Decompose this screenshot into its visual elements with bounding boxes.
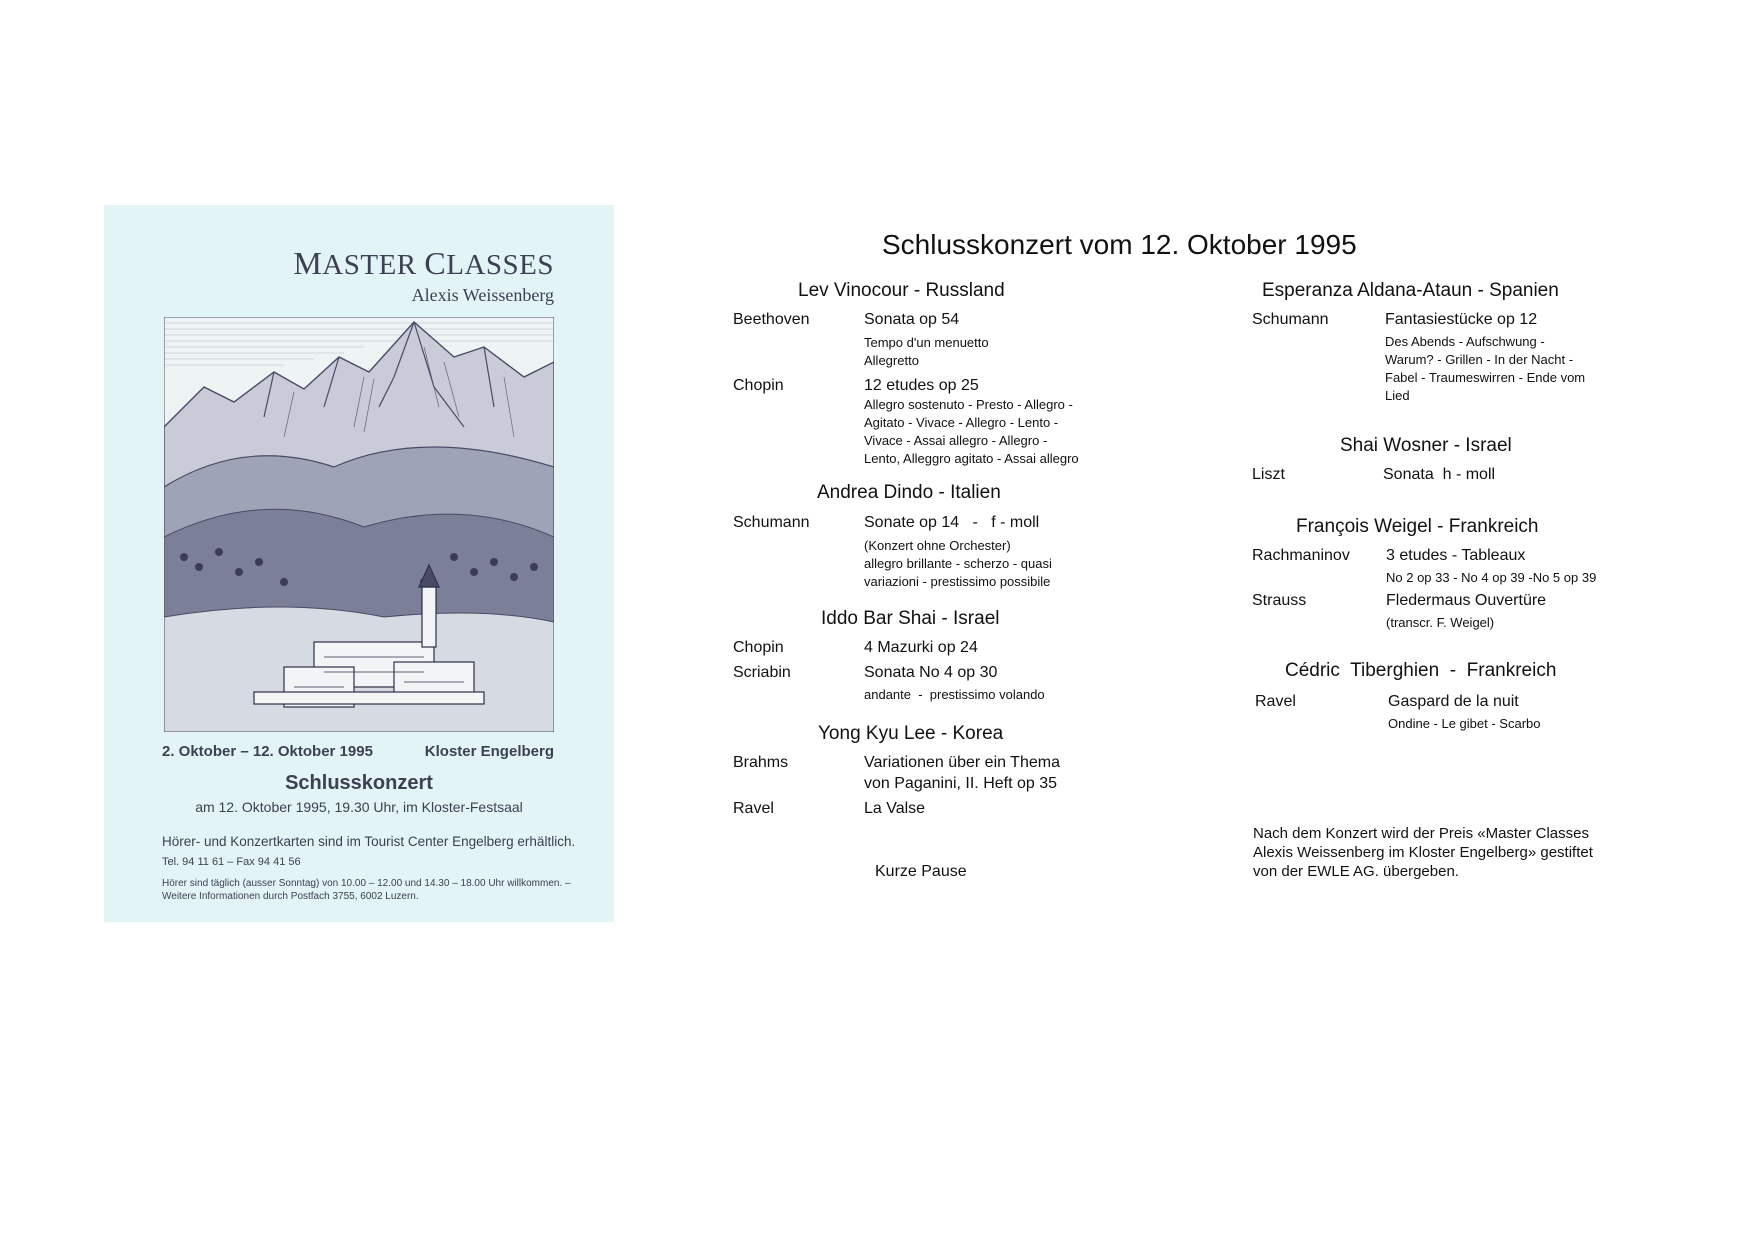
title-rest-aster: ASTER (322, 249, 425, 281)
work-title: La Valse (864, 800, 926, 817)
prize-note-line: Alexis Weissenberg im Kloster Engelberg» gestiftet (1253, 844, 1593, 861)
movement: Agitato - Vivace - Allegro - Lento - (864, 415, 1059, 430)
composer: Ravel (733, 800, 774, 817)
poster-event-time: am 12. Oktober 1995, 19.30 Uhr, im Kloster-Festsaal (195, 799, 523, 815)
movements (864, 537, 1052, 591)
composer: Ravel (1255, 693, 1296, 710)
work-title: Fledermaus Ouvertüre (1386, 592, 1547, 609)
movements (864, 396, 1079, 468)
performer-name: Yong Kyu Lee - Korea (818, 723, 1004, 744)
movement: allegro brillante - scherzo - quasi (864, 556, 1052, 571)
movement: Allegro sostenuto - Presto - Allegro - (864, 397, 1073, 412)
movement: No 2 op 33 - No 4 op 39 -No 5 op 39 (1386, 570, 1597, 585)
composer: Beethoven (733, 311, 810, 328)
movement: Fabel - Traumeswirren - Ende vom (1385, 370, 1586, 385)
movement: Lento, Alleggro agitato - Assai allegro (864, 451, 1079, 466)
composer: Rachmaninov (1252, 547, 1350, 564)
programme-title: Schlusskonzert vom 12. Oktober 1995 (882, 229, 1357, 260)
work-title: 12 etudes op 25 (864, 377, 979, 394)
composer: Chopin (733, 639, 784, 656)
work-title: Sonata No 4 op 30 (864, 664, 998, 681)
work-title: Sonata h - moll (1383, 466, 1496, 483)
movement: (Konzert ohne Orchester) (864, 538, 1011, 553)
movement: Allegretto (864, 353, 919, 368)
ticket-text: Hörer- und Konzertkarten sind im Tourist Center Engelberg erhältlich. (162, 834, 576, 849)
movement: variazioni - prestissimo possibile (864, 574, 1051, 589)
poster-dates: 2. Oktober – 12. Oktober 1995 (162, 743, 373, 760)
composer: Brahms (733, 754, 789, 771)
performer-name: Shai Wosner - Israel (1340, 435, 1512, 456)
movement: (transcr. F. Weigel) (1386, 615, 1495, 630)
title-initial-c: C (424, 245, 447, 281)
work-title: Variationen über ein Thema (864, 754, 1060, 771)
work-title: Gaspard de la nuit (1388, 693, 1519, 710)
composer: Strauss (1252, 592, 1307, 609)
poster-hours-info: Hörer sind täglich (ausser Sonntag) von 10.00 – 12.00 und 14.30 – 18.00 Uhr willkommen. – Weitere Informationen durch Postfach 3755, 6002 Luzern. (162, 878, 571, 902)
title-rest-lasses: LASSES (446, 249, 554, 281)
poster-place: Kloster Engelberg (424, 743, 554, 760)
work-title: Fantasiestücke op 12 (1385, 311, 1538, 328)
composer: Schumann (1252, 311, 1329, 328)
performer-name: Cédric Tiberghien - Frankreich (1285, 660, 1557, 681)
movement: andante - prestissimo volando (864, 687, 1045, 702)
movements (1385, 333, 1585, 405)
movement: Tempo d'un menuetto (864, 335, 989, 350)
concert-poster (104, 205, 614, 922)
composer: Liszt (1252, 466, 1285, 483)
work-title: Sonata op 54 (864, 311, 960, 328)
movements (864, 334, 989, 370)
ticket-phone: Tel. 94 11 61 – Fax 94 41 56 (162, 856, 301, 868)
poster-subtitle: Alexis Weissenberg (411, 285, 554, 305)
performer-name: Iddo Bar Shai - Israel (821, 608, 1000, 629)
work-title-continued: von Paganini, II. Heft op 35 (864, 775, 1058, 792)
performer-name: Esperanza Aldana-Ataun - Spanien (1262, 280, 1559, 301)
movement: Vivace - Assai allegro - Allegro - (864, 433, 1048, 448)
work-title: 4 Mazurki op 24 (864, 639, 978, 656)
prize-note-line: Nach dem Konzert wird der Preis «Master Classes (1253, 825, 1589, 842)
poster-ticket-info (162, 832, 582, 872)
poster-event-title: Schlusskonzert (285, 772, 433, 794)
composer: Schumann (733, 514, 810, 531)
performer-name: François Weigel - Frankreich (1296, 516, 1539, 537)
prize-note (1253, 824, 1693, 881)
movement: Des Abends - Aufschwung - (1385, 334, 1545, 349)
monastery-landscape-engraving (164, 317, 554, 732)
work-title: 3 etudes - Tableaux (1386, 547, 1526, 564)
prize-note-line: von der EWLE AG. übergeben. (1253, 863, 1459, 880)
movement: Lied (1385, 388, 1410, 403)
poster-title (293, 245, 554, 282)
performer-name: Andrea Dindo - Italien (817, 482, 1001, 503)
performer-name: Lev Vinocour - Russland (798, 280, 1005, 301)
intermission-label: Kurze Pause (875, 863, 967, 880)
composer: Chopin (733, 377, 784, 394)
movement: Ondine - Le gibet - Scarbo (1388, 716, 1541, 731)
movement: Warum? - Grillen - In der Nacht - (1385, 352, 1574, 367)
title-initial-m: M (293, 245, 323, 281)
composer: Scriabin (733, 664, 791, 681)
work-title: Sonate op 14 - f - moll (864, 514, 1040, 531)
